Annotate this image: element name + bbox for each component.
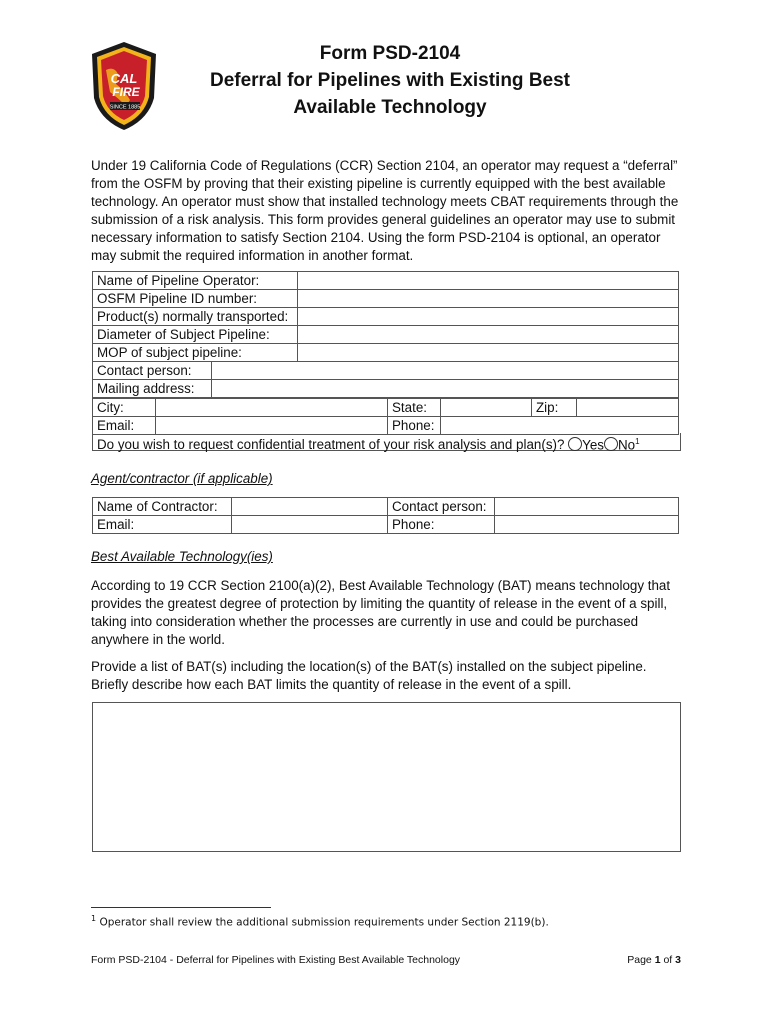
city-label: City: [93,399,156,417]
table-row [93,272,679,290]
phone-label: Phone: [388,417,441,435]
pipeline-id-field[interactable] [298,290,679,308]
page-current: 1 [654,954,661,966]
zip-field[interactable] [577,399,679,417]
footer-title: Form PSD-2104 - Deferral for Pipelines with Existing Best Available Technology [91,954,461,966]
phone-field[interactable] [441,417,679,435]
operator-contact-table [92,361,679,398]
operator-name-field[interactable] [298,272,679,290]
mailing-field[interactable] [212,380,679,398]
bat-description-box[interactable] [92,702,681,852]
table-row [93,380,679,398]
contact-label: Contact person: [93,362,212,380]
logo-text-cal: CAL [110,71,138,86]
zip-label: Zip: [532,399,577,417]
diameter-label: Diameter of Subject Pipeline: [93,326,298,344]
of-label: of [663,954,673,966]
page-total: 3 [675,954,681,966]
pipeline-id-label: OSFM Pipeline ID number: [93,290,298,308]
operator-name-label: Name of Pipeline Operator: [93,272,298,290]
footnote-number: 1 [91,914,97,923]
agent-email-label: Email: [93,516,232,534]
email-label: Email: [93,417,156,435]
yes-label: Yes [582,437,605,453]
agent-phone-field[interactable] [495,516,679,534]
table-row [93,362,679,380]
city-field[interactable] [156,399,388,417]
yes-radio[interactable] [568,437,582,451]
footnote-ref: 1 [635,437,640,446]
agent-contact-label: Contact person: [388,498,495,516]
agent-heading: Agent/contractor (if applicable) [91,471,273,486]
page-label: Page [627,954,652,966]
operator-table [92,271,679,362]
page-number [627,954,681,966]
agent-contact-field[interactable] [495,498,679,516]
bat-definition: According to 19 CCR Section 2100(a)(2), Best Available Technology (BAT) means technology that provides the greatest degree of protection by limiting the quantity of release in the event of a spill, taking into consideration whether the processes are currently in use and could be purchased anywhere in the world. [91,578,671,647]
footnote-divider [91,907,271,908]
table-row [93,326,679,344]
table-row [93,417,679,435]
form-title [190,40,590,121]
table-row [93,516,679,534]
contact-field[interactable] [212,362,679,380]
table-row [93,344,679,362]
logo-text-since: SINCE 1885 [109,104,141,111]
state-label: State: [388,399,441,417]
no-label: No [618,437,636,453]
products-label: Product(s) normally transported: [93,308,298,326]
logo-text-fire: FIRE [112,85,140,99]
no-radio[interactable] [604,437,618,451]
state-field[interactable] [441,399,532,417]
cal-fire-logo [88,40,160,132]
city-state-table [92,398,679,435]
email-field[interactable] [156,417,388,435]
agent-phone-label: Phone: [388,516,495,534]
title-line-3: Available Technology [293,97,487,118]
intro-paragraph: Under 19 California Code of Regulations (CCR) Section 2104, an operator may request a “deferral” from the OSFM by proving that their existing pipeline is currently equipped with the best available technology. An operator must show that installed technology meets CBAT requirements through the submission of a risk analysis. This form provides general guidelines an operator may use to submit necessary information to satisfy Section 2104. Using the form PSD-2104 is optional, an operator may submit the required information in another format. [91,158,679,263]
confidential-row [92,433,681,451]
mop-label: MOP of subject pipeline: [93,344,298,362]
mop-field[interactable] [298,344,679,362]
table-row [93,498,679,516]
diameter-field[interactable] [298,326,679,344]
confidential-question: Do you wish to request confidential treatment of your risk analysis and plan(s)? [97,437,565,453]
agent-table [92,497,679,534]
contractor-name-label: Name of Contractor: [93,498,232,516]
bat-instruction: Provide a list of BAT(s) including the location(s) of the BAT(s) installed on the subject pipeline. Briefly describe how each BAT limits the quantity of release in the event of a spill. [91,659,647,692]
products-field[interactable] [298,308,679,326]
mailing-label: Mailing address: [93,380,212,398]
table-row [93,399,679,417]
table-row [93,308,679,326]
bat-heading: Best Available Technology(ies) [91,549,273,564]
title-line-2: Deferral for Pipelines with Existing Best [209,70,571,91]
table-row [93,290,679,308]
contractor-name-field[interactable] [232,498,388,516]
footnote [91,914,549,929]
agent-email-field[interactable] [232,516,388,534]
footnote-text: Operator shall review the additional submission requirements under Section 2119(b). [99,916,549,929]
title-line-1: Form PSD-2104 [319,43,461,64]
